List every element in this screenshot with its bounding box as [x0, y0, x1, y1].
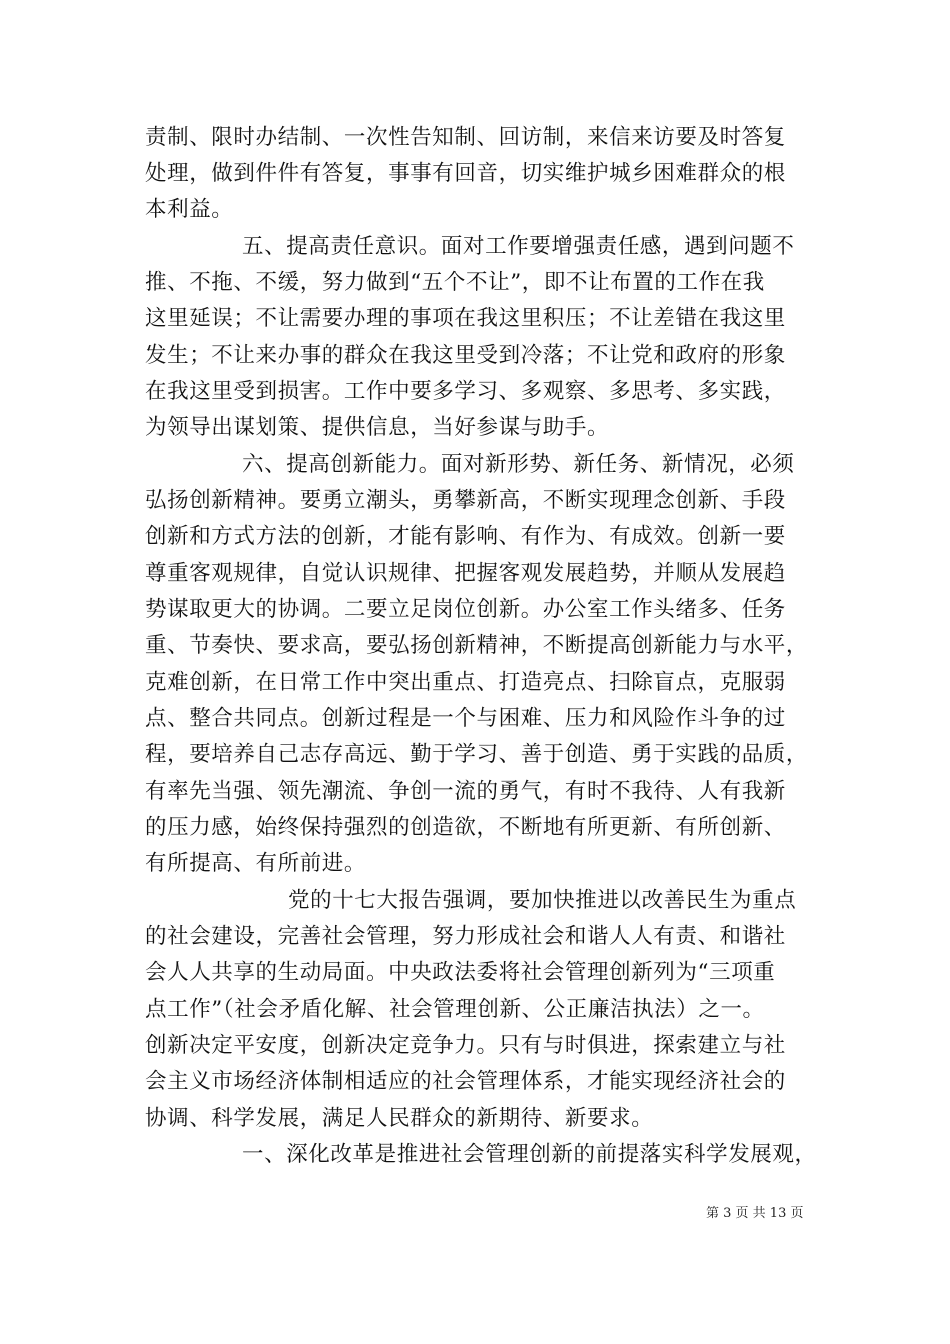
- text-line: 为领导出谋划策、提供信息，当好参谋与助手。: [145, 415, 610, 440]
- text-line: 发生；不让来办事的群众在我这里受到冷落；不让党和政府的形象: [145, 343, 786, 368]
- text-line: 点、整合共同点。创新过程是一个与困难、压力和风险作斗争的过: [145, 706, 786, 731]
- text-line: 本利益。: [145, 197, 234, 222]
- text-line: 创新决定平安度，创新决定竞争力。只有与时俱进，探索建立与社: [145, 1033, 786, 1058]
- text-line-indented: 党的十七大报告强调，要加快推进以改善民生为重点: [288, 888, 797, 913]
- text-line: 创新和方式方法的创新，才能有影响、有作为、有成效。创新一要: [145, 524, 786, 549]
- text-line: 推、不拖、不缓，努力做到“五个不让”，即不让布置的工作在我: [145, 270, 765, 295]
- text-line: 势谋取更大的协调。二要立足岗位创新。办公室工作头绪多、任务: [145, 597, 786, 622]
- text-line: 程，要培养自己志存高远、勤于学习、善于创造、勇于实践的品质，: [145, 742, 809, 767]
- text-line: 有率先当强、领先潮流、争创一流的勇气，有时不我待、人有我新: [145, 779, 786, 804]
- text-line: 会主义市场经济体制相适应的社会管理体系，才能实现经济社会的: [145, 1069, 786, 1094]
- text-line: 的社会建设，完善社会管理，努力形成社会和谐人人有责、和谐社: [145, 924, 786, 949]
- text-line: 协调、科学发展，满足人民群众的新期待、新要求。: [145, 1106, 654, 1131]
- text-line: 重、节奏快、要求高，要弘扬创新精神，不断提高创新能力与水平，: [145, 633, 809, 658]
- text-line-indented: 六、提高创新能力。面对新形势、新任务、新情况，必须: [242, 452, 795, 477]
- text-line: 弘扬创新精神。要勇立潮头，勇攀新高，不断实现理念创新、手段: [145, 488, 786, 513]
- text-line: 的压力感，始终保持强烈的创造欲，不断地有所更新、有所创新、: [145, 815, 786, 840]
- text-line: 尊重客观规律，自觉认识规律、把握客观发展趋势，并顺从发展趋: [145, 561, 786, 586]
- text-line-indented: 一、深化改革是推进社会管理创新的前提落实科学发展观，: [242, 1142, 817, 1167]
- text-line: 点工作”（社会矛盾化解、社会管理创新、公正廉洁执法）之一。: [145, 997, 765, 1022]
- text-line: 这里延误；不让需要办理的事项在我这里积压；不让差错在我这里: [145, 306, 786, 331]
- text-line: 责制、限时办结制、一次性告知制、回访制，来信来访要及时答复: [145, 125, 786, 150]
- text-line: 在我这里受到损害。工作中要多学习、多观察、多思考、多实践，: [145, 379, 786, 404]
- text-line: 处理，做到件件有答复，事事有回音，切实维护城乡困难群众的根: [145, 161, 786, 186]
- text-line: 有所提高、有所前进。: [145, 851, 367, 876]
- text-line: 克难创新，在日常工作中突出重点、打造亮点、扫除盲点，克服弱: [145, 670, 786, 695]
- text-line: 会人人共享的生动局面。中央政法委将社会管理创新列为“三项重: [145, 960, 776, 985]
- text-line-indented: 五、提高责任意识。面对工作要增强责任感，遇到问题不: [242, 234, 795, 259]
- page-number-footer: 第 3 页 共 13 页: [706, 1206, 804, 1221]
